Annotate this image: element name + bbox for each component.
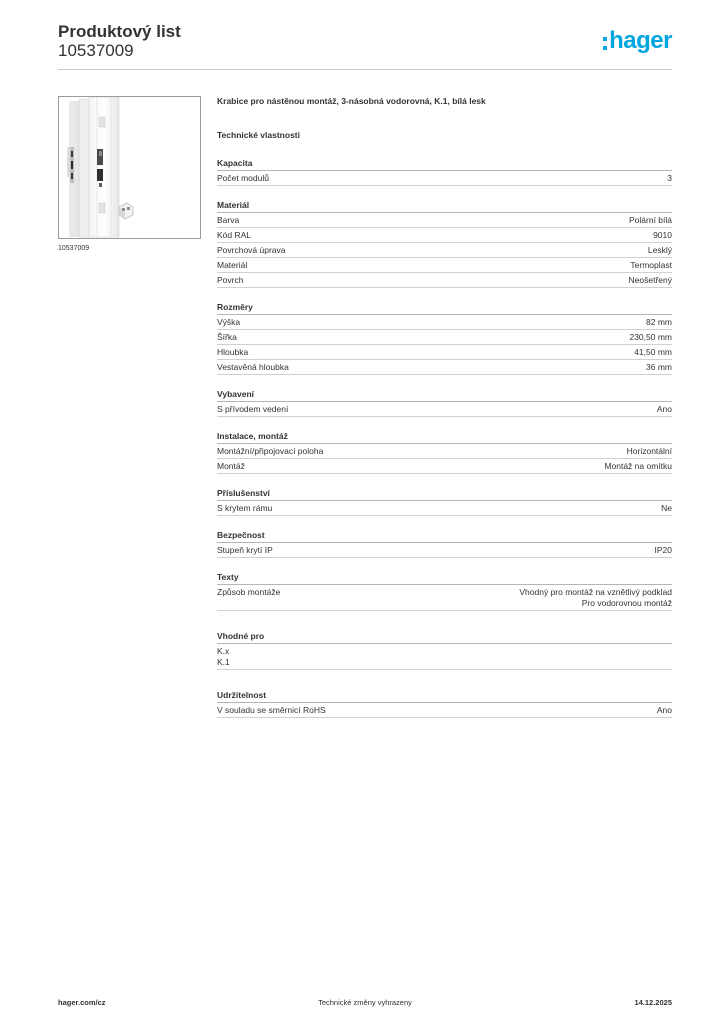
property-value — [629, 332, 672, 343]
document-title: Produktový list — [58, 22, 181, 41]
property-group — [217, 389, 672, 417]
document-header — [58, 22, 672, 70]
property-groups — [217, 158, 672, 611]
group-heading: Vybavení — [217, 389, 672, 402]
footer-website-link[interactable]: hager.com/cz — [58, 998, 106, 1007]
property-value-line: Montáž na omítku — [604, 461, 672, 471]
property-label: Povrch — [217, 275, 244, 285]
group-heading: Texty — [217, 572, 672, 585]
property-value-line: IP20 — [654, 545, 672, 555]
property-value: Ano — [656, 705, 672, 715]
property-value-line: Polární bílá — [629, 215, 672, 225]
property-group — [217, 572, 672, 611]
property-row — [217, 402, 672, 417]
property-row — [217, 360, 672, 375]
group-heading: Kapacita — [217, 158, 672, 171]
property-row — [217, 703, 672, 718]
connector-piece-icon — [119, 203, 133, 219]
property-row — [217, 258, 672, 273]
property-value — [627, 446, 672, 457]
property-label: Materiál — [217, 260, 248, 270]
property-label: Stupeň krytí IP — [217, 545, 273, 555]
suitable-for-item: K.x — [217, 646, 230, 656]
property-label: Výška — [217, 317, 241, 327]
property-value — [648, 245, 672, 256]
property-label: S přívodem vedení — [217, 404, 289, 414]
property-value-line: 9010 — [653, 230, 672, 240]
property-label: V souladu se směrnicí RoHS — [217, 705, 326, 715]
property-value — [629, 275, 672, 286]
property-value-line: Lesklý — [647, 245, 672, 255]
property-group — [217, 530, 672, 558]
property-group — [217, 158, 672, 186]
property-row — [217, 228, 672, 243]
property-row — [217, 543, 672, 558]
property-value — [646, 317, 672, 328]
property-value — [629, 215, 672, 226]
property-value-line: 3 — [667, 173, 672, 183]
footer-notice: Technické změny vyhrazeny — [318, 998, 412, 1007]
group-heading: Rozměry — [217, 302, 672, 315]
group-heading: Materiál — [217, 200, 672, 213]
property-value-line: 36 mm — [646, 362, 672, 372]
property-value-line: 82 mm — [646, 317, 672, 327]
suitable-for-item: K.1 — [217, 657, 230, 667]
property-label: Šířka — [217, 332, 237, 342]
property-label: Vestavěná hloubka — [217, 362, 289, 372]
property-row — [217, 585, 672, 611]
property-label: Montáž — [217, 461, 245, 471]
group-heading: Udržitelnost — [217, 690, 672, 703]
property-row — [217, 243, 672, 258]
group-heading: Bezpečnost — [217, 530, 672, 543]
property-group — [217, 200, 672, 288]
property-value — [630, 260, 672, 271]
property-value-line: Neošetřený — [628, 275, 672, 285]
property-value — [655, 545, 673, 556]
property-group — [217, 431, 672, 474]
property-value-line: Termoplast — [630, 260, 672, 270]
property-label: Kód RAL — [217, 230, 252, 240]
property-row — [217, 459, 672, 474]
product-number: 10537009 — [58, 41, 134, 60]
property-value — [519, 587, 672, 609]
footer-date: 14.12.2025 — [634, 998, 672, 1007]
property-label: Montážní/připojovací poloha — [217, 446, 324, 456]
product-details — [217, 96, 672, 718]
group-heading: Vhodné pro — [217, 631, 672, 644]
wall-box-illustration — [59, 97, 200, 238]
property-group — [217, 302, 672, 375]
product-image — [58, 96, 201, 239]
property-value-line: Pro vodorovnou montáž — [581, 598, 672, 608]
property-label: Způsob montáže — [217, 587, 281, 597]
group-heading: Příslušenství — [217, 488, 672, 501]
group-heading: Instalace, montáž — [217, 431, 672, 444]
logo-colon-icon — [603, 37, 607, 50]
hager-logo — [603, 28, 672, 54]
property-value-line: Vhodný pro montáž na vznětlivý podklad — [519, 587, 672, 597]
suitable-for-list — [217, 644, 672, 670]
property-value-line: 41,50 mm — [634, 347, 672, 357]
property-row — [217, 273, 672, 288]
section-title: Technické vlastnosti — [217, 130, 300, 140]
property-label: Hloubka — [217, 347, 249, 357]
suitable-for-group — [217, 631, 672, 670]
property-row — [217, 501, 672, 516]
property-value — [604, 461, 672, 472]
property-value-line: Ano — [656, 404, 672, 414]
image-caption: 10537009 — [58, 245, 90, 252]
property-row — [217, 315, 672, 330]
property-label: S krytem rámu — [217, 503, 273, 513]
property-value — [657, 404, 672, 415]
property-value — [667, 173, 672, 184]
property-label: Počet modulů — [217, 173, 269, 183]
property-value-line: 230,50 mm — [629, 332, 672, 342]
property-row — [217, 171, 672, 186]
property-group — [217, 488, 672, 516]
property-row — [217, 213, 672, 228]
property-value — [634, 347, 672, 358]
property-label: Povrchová úprava — [217, 245, 286, 255]
product-description: Krabice pro nástěnou montáž, 3-násobná vodorovná, K.1, bílá lesk — [217, 96, 486, 106]
property-value — [653, 230, 672, 241]
property-value — [646, 362, 672, 373]
property-row — [217, 330, 672, 345]
logo-text: hager — [609, 27, 672, 54]
property-value-line: Ne — [661, 503, 672, 513]
sustainability-group — [217, 690, 672, 718]
property-value-line: Horizontální — [626, 446, 672, 456]
property-row — [217, 345, 672, 360]
property-row — [217, 444, 672, 459]
property-value — [661, 503, 672, 514]
property-label: Barva — [217, 215, 240, 225]
